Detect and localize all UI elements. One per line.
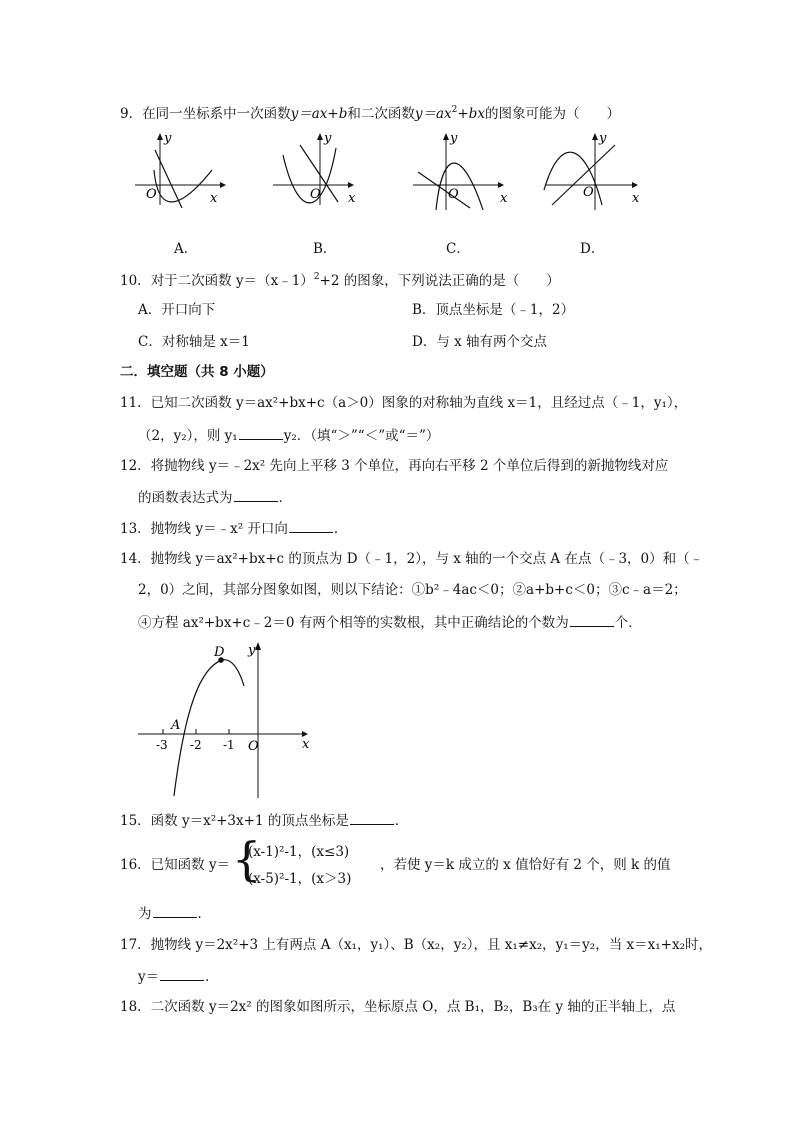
q9-option-c[interactable]: C． xyxy=(446,241,470,257)
q17-line2: y＝ ． xyxy=(138,966,219,987)
q14-label-x: x xyxy=(302,737,310,752)
q14-label-a: A xyxy=(171,718,181,733)
q16-stem-a: 16．已知函数 y＝ xyxy=(120,857,231,873)
q9c-x: x xyxy=(500,191,508,206)
q9-graph-c xyxy=(408,130,518,210)
q12-line1: 12．将抛物线 y＝﹣2x² 先向上平移 3 个单位，再向右平移 2 个单位后得到的新抛物线对应 xyxy=(120,458,669,474)
q13-line: 13．抛物线 y＝﹣x² 开口向 ． xyxy=(120,518,347,539)
q14-tick-3: -3 xyxy=(156,738,168,752)
q14-label-d: D xyxy=(214,645,225,660)
q9b-x: x xyxy=(348,191,356,206)
q9d-x: x xyxy=(632,191,640,206)
section-title: 二．填空题（共 8 小题） xyxy=(120,364,274,380)
q10-option-b[interactable]: B．顶点坐标是（﹣1，2） xyxy=(412,302,575,318)
q14-label-y: y xyxy=(248,643,256,658)
q9a-o: O xyxy=(146,187,157,202)
q14-line1: 14．抛物线 y＝ax²+bx+c 的顶点为 D（﹣1，2），与 x 轴的一个交点 A 在点（﹣3，0）和（﹣ xyxy=(120,551,704,567)
q9d-o: O xyxy=(583,185,594,200)
q10-option-a[interactable]: A．开口向下 xyxy=(138,302,216,318)
q10-option-c[interactable]: C．对称轴是 x＝1 xyxy=(138,334,250,350)
q11-answer-blank[interactable] xyxy=(239,425,283,440)
q9-graph-a xyxy=(130,130,230,210)
q16-piece1: (x-1)²-1，(x≤3) xyxy=(248,844,350,860)
q9-option-a[interactable]: A． xyxy=(174,241,198,257)
q14-tick-2: -2 xyxy=(190,738,202,752)
q14-line3: ④方程 ax²+bx+c﹣2＝0 有两个相等的实数根，其中正确结论的个数为 个． xyxy=(138,612,642,633)
q9a-y: y xyxy=(164,131,172,146)
q11-line1: 11．已知二次函数 y＝ax²+bx+c（a＞0）图象的对称轴为直线 x＝1，且经过点（﹣1，y₁）， xyxy=(120,395,688,411)
q17-line1: 17．抛物线 y＝2x²+3 上有两点 A（x₁，y₁）、B（x₂，y₂），且 x₁≠x₂，y₁＝y₂，当 x＝x₁+x₂时， xyxy=(120,937,712,953)
q10-option-d[interactable]: D．与 x 轴有两个交点 xyxy=(412,334,548,350)
q9-option-d[interactable]: D． xyxy=(580,241,605,257)
q9b-o: O xyxy=(310,187,321,202)
q15-answer-blank[interactable] xyxy=(350,810,394,825)
q16-piece2: (x-5)²-1，(x＞3) xyxy=(248,871,352,887)
q9-graph-d xyxy=(540,130,650,210)
q16-stem-b: ，若使 y＝k 成立的 x 值恰好有 2 个，则 k 的值 xyxy=(380,857,671,873)
q9-option-b[interactable]: B． xyxy=(313,241,337,257)
q9a-x: x xyxy=(210,191,218,206)
q9c-o: O xyxy=(448,187,459,202)
q12-line2: 的函数表达式为 ． xyxy=(138,487,292,508)
q15-line: 15．函数 y＝x²+3x+1 的顶点坐标是 ． xyxy=(120,810,408,831)
q14-line2: 2，0）之间，其部分图象如图，则以下结论：①b²﹣4ac＜0；②a+b+c＜0；③c﹣a＝2； xyxy=(138,582,687,598)
q16-brace: { xyxy=(232,832,262,886)
q9-graph-b xyxy=(268,130,368,210)
q14-label-o: O xyxy=(248,739,259,754)
q9-stem: 9．在同一坐标系中一次函数y＝ax+b和二次函数$y=ax^2+bx$的图象可能为（ ） xyxy=(120,105,620,122)
q14-graph xyxy=(130,638,320,800)
q11-line2: （2，y₂），则 y₁ y₂．（填“＞”“＜”或“＝”） xyxy=(138,425,439,446)
q10-stem: 10．对于二次函数 y＝（x﹣1）$^2$+2 的图象，下列说法正确的是（ ） xyxy=(120,272,560,289)
q9d-y: y xyxy=(599,131,607,146)
q14-tick-1: -1 xyxy=(223,738,235,752)
q16-line2: 为 ． xyxy=(138,903,211,924)
q17-answer-blank[interactable] xyxy=(160,966,204,981)
q9b-y: y xyxy=(324,131,332,146)
q9c-y: y xyxy=(450,131,458,146)
q13-answer-blank[interactable] xyxy=(289,518,333,533)
q18-line1: 18．二次函数 y＝2x² 的图象如图所示，坐标原点 O，点 B₁，B₂，B₃在 y 轴的正半轴上，点 xyxy=(120,999,676,1015)
q16-answer-blank[interactable] xyxy=(153,903,197,918)
q14-answer-blank[interactable] xyxy=(570,612,614,627)
q12-answer-blank[interactable] xyxy=(234,487,278,502)
